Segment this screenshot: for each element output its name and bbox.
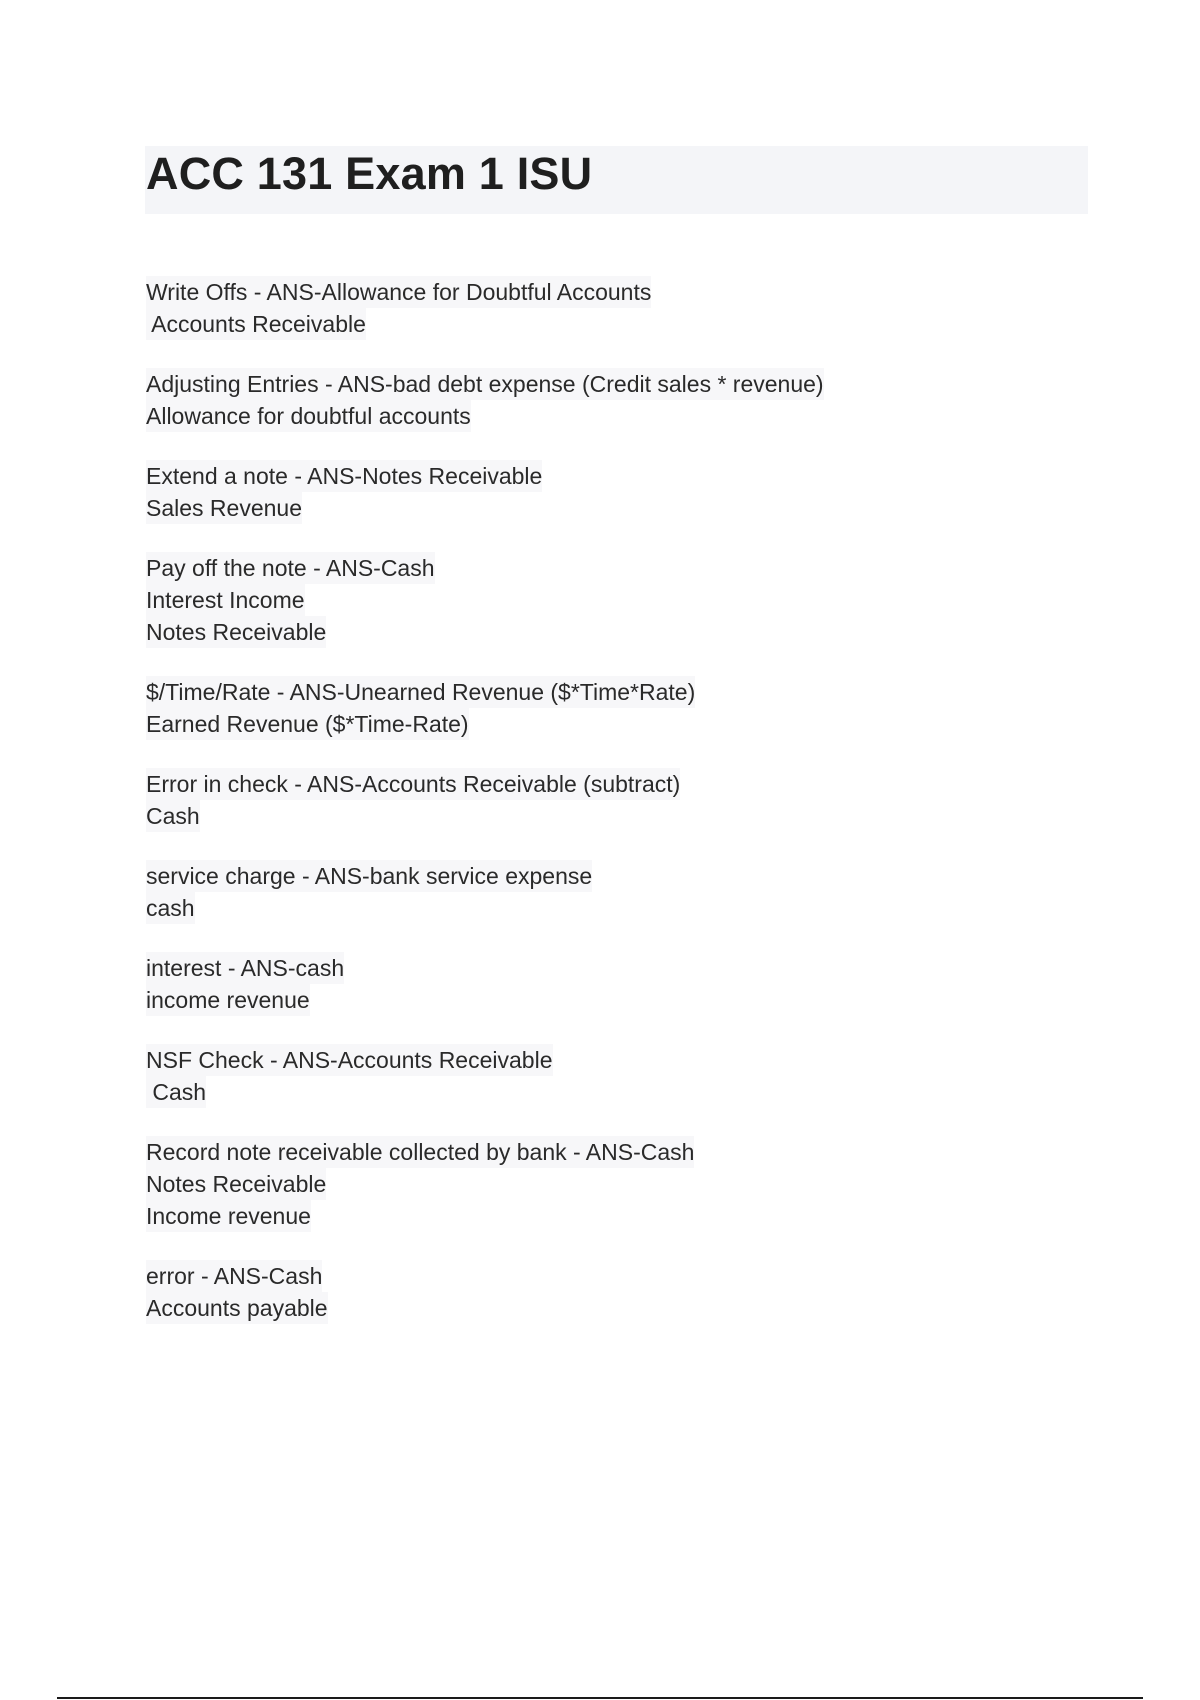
entry-line-text: income revenue [146,984,310,1016]
entry-line-text: Error in check - ANS-Accounts Receivable (subtract) [146,768,680,800]
flashcard-entry [146,952,1046,1016]
page-title: ACC 131 Exam 1 ISU [146,148,593,199]
footer-rule [57,1697,1143,1699]
entry-line-text: Accounts payable [146,1292,328,1324]
entry-line-text: Sales Revenue [146,492,302,524]
entry-line-text: Cash [146,800,200,832]
flashcard-entry [146,768,1046,832]
entry-line-text: service charge - ANS-bank service expense [146,860,592,892]
entry-line-text: $/Time/Rate - ANS-Unearned Revenue ($*Time*Rate) [146,676,695,708]
entry-answer-line [146,1168,1046,1200]
entry-answer-line [146,892,1046,924]
flashcard-entry [146,1260,1046,1324]
entry-line-text: NSF Check - ANS-Accounts Receivable [146,1044,553,1076]
entry-question-line [146,676,1046,708]
flashcard-entry [146,1136,1046,1232]
entry-question-line [146,552,1046,584]
entry-answer-line [146,800,1046,832]
entry-line-text: Record note receivable collected by bank - ANS-Cash [146,1136,694,1168]
entry-line-text: Pay off the note - ANS-Cash [146,552,435,584]
entry-line-text: Extend a note - ANS-Notes Receivable [146,460,542,492]
flashcard-entry [146,276,1046,340]
flashcard-entry [146,676,1046,740]
entry-answer-line [146,492,1046,524]
entry-question-line [146,276,1046,308]
entry-line-text: Write Offs - ANS-Allowance for Doubtful Accounts [146,276,651,308]
entry-line-text: Interest Income [146,584,305,616]
entry-line-text: Accounts Receivable [146,308,366,340]
entry-line-text: Allowance for doubtful accounts [146,400,471,432]
entry-answer-line [146,708,1046,740]
flashcard-entry [146,368,1046,432]
flashcard-entry [146,552,1046,648]
entry-answer-line [146,984,1046,1016]
entry-question-line [146,860,1046,892]
entry-answer-line [146,400,1046,432]
entry-answer-line [146,616,1046,648]
flashcard-entry [146,1044,1046,1108]
entry-line-text: Notes Receivable [146,616,326,648]
entry-answer-line [146,584,1046,616]
entry-question-line [146,1136,1046,1168]
entry-line-text: Income revenue [146,1200,311,1232]
entry-line-text: Earned Revenue ($*Time-Rate) [146,708,469,740]
flashcard-entry [146,860,1046,924]
entry-question-line [146,368,1046,400]
entry-line-text: interest - ANS-cash [146,952,344,984]
entry-question-line [146,768,1046,800]
entry-line-text: error - ANS-Cash [146,1260,322,1292]
entry-line-text: Adjusting Entries - ANS-bad debt expense (Credit sales * revenue) [146,368,824,400]
entry-question-line [146,460,1046,492]
entry-line-text: Cash [146,1076,206,1108]
flashcard-entry [146,460,1046,524]
entry-line-text: cash [146,892,195,924]
flashcard-list [146,276,1046,1324]
entry-question-line [146,1260,1046,1292]
entry-answer-line [146,1076,1046,1108]
entry-answer-line [146,308,1046,340]
entry-line-text: Notes Receivable [146,1168,326,1200]
entry-answer-line [146,1200,1046,1232]
entry-question-line [146,952,1046,984]
entry-question-line [146,1044,1046,1076]
entry-answer-line [146,1292,1046,1324]
